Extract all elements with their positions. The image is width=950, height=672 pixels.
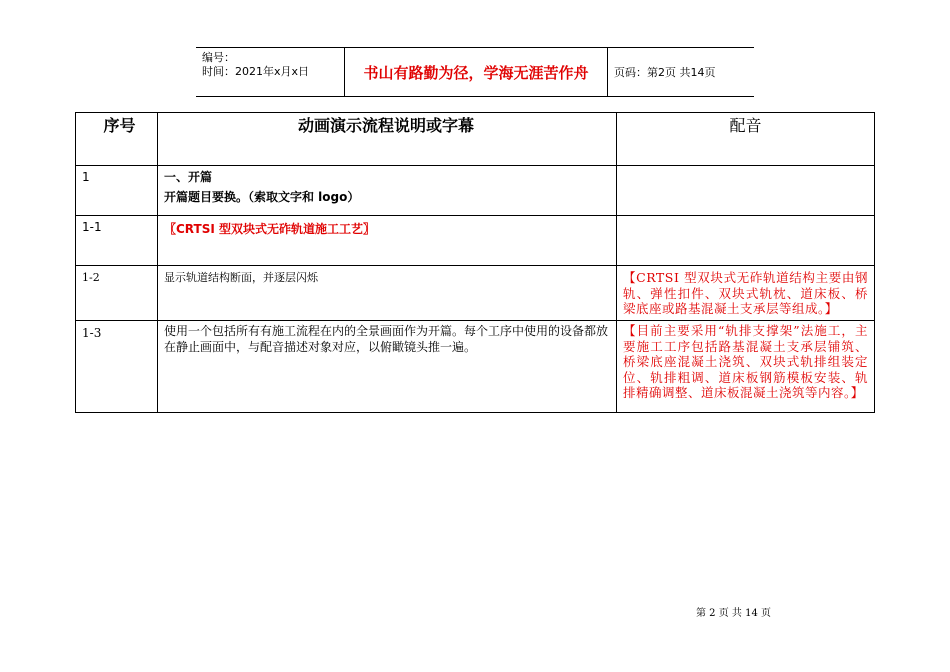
- page-footer: 第 2 页 共 14 页: [696, 608, 771, 619]
- row-index: 1: [82, 170, 90, 184]
- header-description: 动画演示流程说明或字幕: [158, 113, 617, 166]
- row-desc: 使用一个包括所有有施工流程在内的全景画面作为开篇。每个工序中使用的设备都放在静止画面中，与配音描述对象对应，以俯瞰镜头推一遍。: [164, 324, 609, 354]
- row-desc-note: 开篇题目要换。（索取文字和 logo）: [164, 190, 360, 204]
- row-desc-title: 一、开篇: [164, 170, 213, 184]
- time-label: 时间：2021年x月x日: [202, 65, 310, 78]
- table-header-row: [76, 113, 875, 166]
- row-index: 1-2: [82, 271, 100, 284]
- row-desc: 显示轨道结构断面，并逐层闪烁: [164, 271, 318, 284]
- header-voiceover: 配音: [617, 113, 875, 166]
- page-info: 页码：第2页 共14页: [608, 48, 755, 97]
- storyboard-table: [75, 112, 875, 413]
- table-row: [76, 216, 875, 266]
- row-voice: [617, 216, 875, 266]
- table-row: [76, 266, 875, 321]
- row-index: 1-1: [82, 220, 102, 234]
- row-voice: [617, 166, 875, 216]
- motto: 书山有路勤为径，学海无涯苦作舟: [345, 48, 608, 97]
- row-voice: 【CRTSⅠ 型双块式无砟轨道结构主要由钢轨、弹性扣件、双块式轨枕、道床板、桥梁底座或路基混凝土支承层等组成。】: [623, 270, 868, 316]
- row-index: 1-3: [82, 326, 102, 340]
- header-meta: [196, 48, 345, 97]
- header-index: 序号: [76, 113, 158, 166]
- table-row: [76, 321, 875, 413]
- table-row: [76, 166, 875, 216]
- number-label: 编号：: [202, 51, 235, 64]
- page-header: [196, 47, 754, 97]
- row-voice: 【目前主要采用“轨排支撑架”法施工，主要施工工序包括路基混凝土支承层铺筑、桥梁底座混凝土浇筑、双块式轨排组装定位、轨排粗调、道床板钢筋模板安装、轨排精确调整、道床板混凝土浇筑等内容。】: [623, 323, 868, 400]
- row-desc-title: 〖CRTSⅠ 型双块式无砟轨道施工工艺〗: [164, 222, 375, 236]
